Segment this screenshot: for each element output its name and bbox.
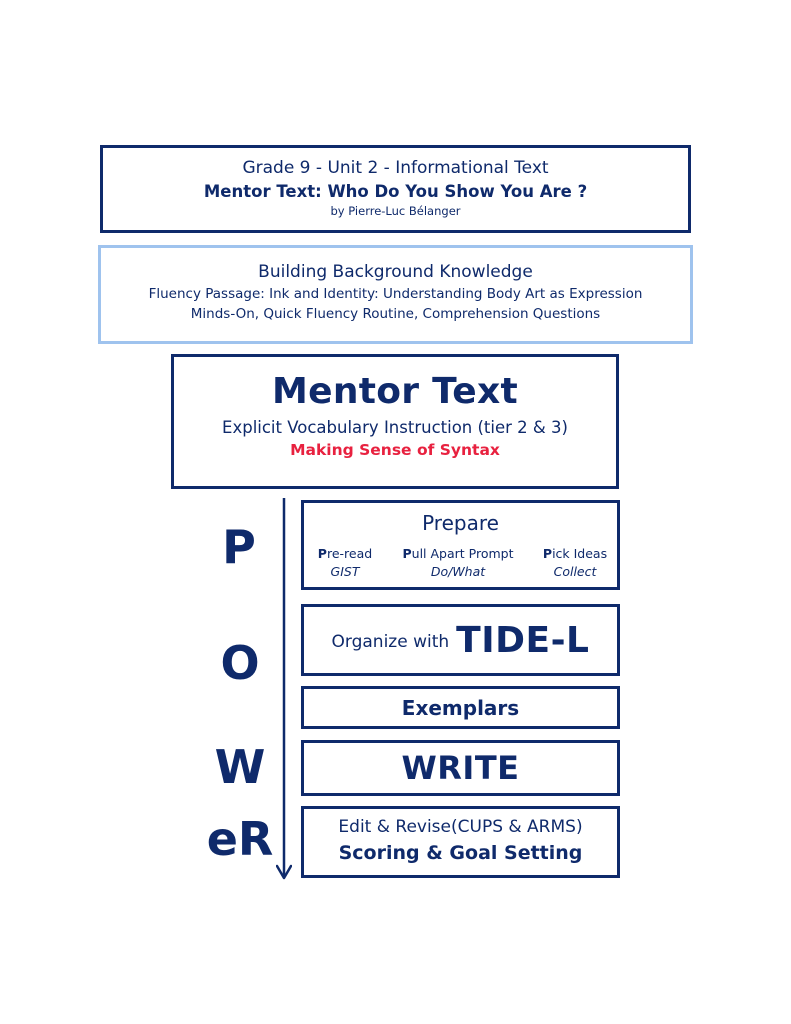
organize-prefix: Organize with: [331, 632, 450, 652]
unit-header-box: [100, 145, 691, 233]
power-letter-o: O: [220, 636, 260, 690]
background-knowledge-box: [98, 245, 693, 344]
pull-apart-label: ull Apart Prompt: [411, 546, 514, 561]
mentor-text-box: [171, 354, 619, 489]
exemplars-box: [301, 686, 620, 729]
prepare-item-preread: [306, 546, 384, 579]
mentor-title: Mentor Text: [271, 371, 519, 412]
background-title: Building Background Knowledge: [258, 262, 533, 282]
unit-title: Grade 9 - Unit 2 - Informational Text: [242, 158, 549, 178]
write-label: WRITE: [401, 749, 520, 787]
mentor-text-title: Mentor Text: Who Do You Show You Are ?: [203, 182, 588, 201]
edit-revise-box: [301, 806, 620, 878]
power-letter-er: eR: [206, 812, 274, 866]
exemplars-label: Exemplars: [401, 695, 520, 720]
power-letter-w: W: [214, 740, 266, 794]
write-box: [301, 740, 620, 796]
routine-line: Minds-On, Quick Fluency Routine, Comprehension Questions: [190, 306, 601, 322]
pick-ideas-sub: Collect: [553, 564, 597, 579]
vocabulary-instruction: Explicit Vocabulary Instruction (tier 2 & 3): [222, 418, 568, 437]
syntax-highlight: Making Sense of Syntax: [290, 441, 500, 459]
pick-ideas-initial: P: [542, 546, 553, 561]
edit-revise-label: Edit & Revise(CUPS & ARMS): [338, 817, 583, 837]
preread-initial: P: [317, 546, 327, 561]
power-letter-p: P: [222, 520, 256, 574]
prepare-item-pull-apart: [388, 546, 528, 579]
prepare-item-pick-ideas: [534, 546, 616, 579]
down-arrow-icon: [276, 498, 292, 882]
author-byline: by Pierre-Luc Bélanger: [330, 204, 461, 218]
pull-apart-sub: Do/What: [430, 564, 486, 579]
organize-box: [301, 604, 620, 676]
prepare-title: Prepare: [422, 511, 499, 535]
fluency-passage-line: Fluency Passage: Ink and Identity: Understanding Body Art as Expression: [148, 286, 643, 302]
scoring-goal-label: Scoring & Goal Setting: [338, 842, 583, 864]
pick-ideas-label: ick Ideas: [552, 546, 608, 561]
prepare-box: [301, 500, 620, 590]
preread-label: re-read: [326, 546, 373, 561]
preread-sub: GIST: [330, 564, 360, 579]
organize-tidel: TIDE-L: [456, 619, 590, 661]
pull-apart-initial: P: [402, 546, 412, 561]
